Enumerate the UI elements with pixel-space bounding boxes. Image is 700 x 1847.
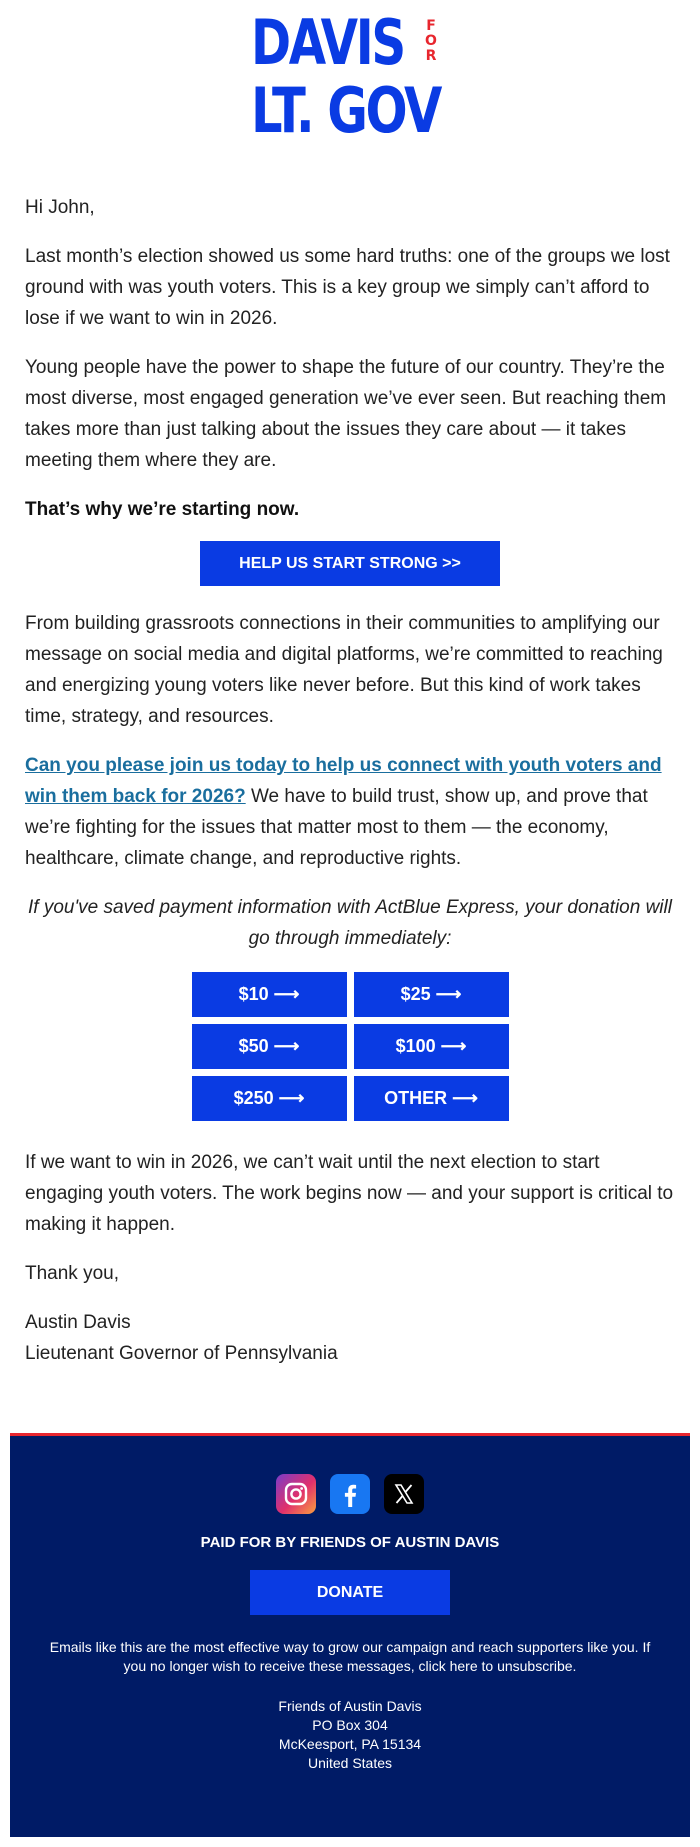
paragraph-2: Young people have the power to shape the future of our country. They’re the most diverse, most engaged generation we’ve ever seen. But reaching them takes more than just talking about the issues they care about — it takes meeting them where they are. <box>25 357 667 471</box>
logo-for-text: F O R <box>425 18 437 64</box>
paragraph-6: If we want to win in 2026, we can’t wait until the next election to start engaging youth voters. The work begins now — and your support is critical to making it happen. <box>25 1152 674 1235</box>
mailing-address: Friends of Austin Davis PO Box 304 McKeesport, PA 15134 United States <box>278 1698 422 1771</box>
signature-title: Lieutenant Governor of Pennsylvania <box>25 1343 338 1364</box>
email-footer <box>10 1433 690 1837</box>
donate-250-button[interactable]: $250 ⟶ <box>192 1076 347 1121</box>
logo-ltgov-text: LT. GOV <box>251 74 440 147</box>
x-icon[interactable] <box>384 1474 424 1514</box>
email-body <box>0 192 700 1369</box>
paragraph-5: Can you please join us today to help us connect with youth voters and win them back for 2026? We have to build trust, show up, and prove that we’re fighting for the issues that matter most to them — the economy, healthcare, climate change, and reproductive rights. <box>25 755 662 869</box>
donate-10-button[interactable]: $10 ⟶ <box>192 972 347 1017</box>
campaign-logo <box>0 0 700 180</box>
donate-other-button[interactable]: OTHER ⟶ <box>354 1076 509 1121</box>
greeting: Hi John, <box>25 197 95 218</box>
social-links <box>10 1474 690 1514</box>
instagram-icon[interactable] <box>276 1474 316 1514</box>
emphasis-paragraph: That’s why we’re starting now. <box>25 499 300 520</box>
paid-for-disclaimer: PAID FOR BY FRIENDS OF AUSTIN DAVIS <box>200 1534 500 1551</box>
unsubscribe-note: Emails like this are the most effective way to grow our campaign and reach supporters like you. If you no longer wish to receive these messages, click here to unsubscribe. <box>49 1639 651 1674</box>
help-us-start-strong-button[interactable]: HELP US START STRONG >> <box>200 541 500 586</box>
donate-100-button[interactable]: $100 ⟶ <box>354 1024 509 1069</box>
donate-link[interactable]: Can you please join us today to help us connect with youth voters and win them back for 2026? <box>25 755 662 807</box>
donation-amounts <box>25 972 675 1121</box>
paragraph-1: Last month’s election showed us some hard truths: one of the groups we lost ground with was youth voters. This is a key group we simply can’t afford to lose if we want to win in 2026. <box>25 246 670 329</box>
donate-25-button[interactable]: $25 ⟶ <box>354 972 509 1017</box>
logo-davis-text: DAVIS <box>251 6 404 79</box>
facebook-icon[interactable] <box>330 1474 370 1514</box>
actblue-express-note: If you've saved payment information with ActBlue Express, your donation will go through immediately: <box>28 897 672 949</box>
signature <box>25 1307 675 1369</box>
closing: Thank you, <box>25 1263 119 1284</box>
footer-donate-button[interactable]: DONATE <box>250 1570 450 1615</box>
donate-50-button[interactable]: $50 ⟶ <box>192 1024 347 1069</box>
signature-name: Austin Davis <box>25 1312 131 1333</box>
paragraph-4: From building grassroots connections in their communities to amplifying our message on social media and digital platforms, we’re committed to reaching and energizing young voters like never before. But this kind of work takes time, strategy, and resources. <box>25 613 663 727</box>
